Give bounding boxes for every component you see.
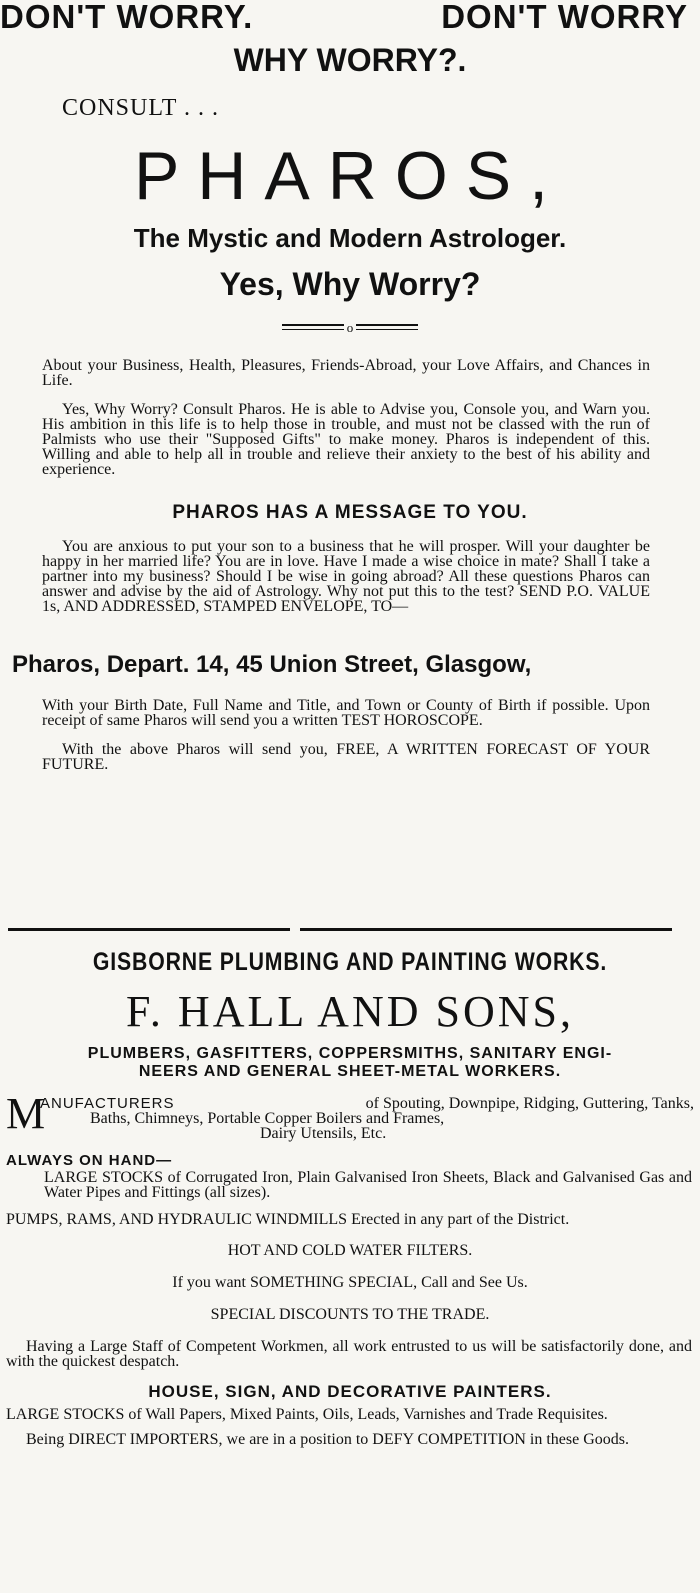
consult-line: CONSULT . . .	[62, 95, 220, 121]
something-special-line: If you want SOMETHING SPECIAL, Call and See Us.	[172, 1274, 528, 1291]
pharos-advertisement	[0, 0, 700, 772]
pumps-line: PUMPS, RAMS, AND HYDRAULIC WINDMILLS Erected in any part of the District.	[6, 1211, 570, 1228]
separator-rule-right	[300, 928, 672, 931]
pharos-para-5: With the above Pharos will send you, FREE, A WRITTEN FORECAST OF YOUR FUTURE.	[42, 741, 650, 773]
pharos-para-3: You are anxious to put your son to a business that he will prosper. Will your daughter be happy in her married life? You are in love. Have I made a wise choice in mate? Shall I take a partner into my business? Should I be wise in going abroad? All these questions Pharos can answer and advise by the aid of Astrology. Why not put this to the test?	[42, 538, 650, 600]
why-worry-heading: WHY WORRY?.	[233, 42, 467, 78]
hall-advertisement	[0, 946, 700, 1447]
pharos-para-1: About your Business, Health, Pleasures, Friends-Abroad, your Love Affairs, and Chances in Life.	[42, 357, 650, 389]
trades-line-1: PLUMBERS, GASFITTERS, COPPERSMITHS, SANITARY ENGI-	[87, 1045, 613, 1062]
manufacturers-heading: ANUFACTURERS	[40, 1095, 175, 1112]
painters-heading: HOUSE, SIGN, AND DECORATIVE PAINTERS.	[148, 1382, 552, 1401]
manufacturers-line-2: Baths, Chimneys, Portable Copper Boilers and Frames,	[90, 1110, 445, 1127]
pharos-send-instruction: SEND P.O. VALUE 1s, AND ADDRESSED, STAMPED ENVELOPE, TO—	[42, 583, 651, 615]
ornament-bar-left	[282, 324, 344, 330]
large-stocks-iron: LARGE STOCKS of Corrugated Iron, Plain Galvanised Iron Sheets, Black and Galvanised Gas and Water Pipes and Fittings (all sizes).	[44, 1169, 692, 1201]
water-filters-line: HOT AND COLD WATER FILTERS.	[227, 1242, 473, 1259]
direct-importers-para: Being DIRECT IMPORTERS, we are in a position to DEFY COMPETITION in these Goods.	[26, 1431, 630, 1448]
separator-rule-left	[8, 928, 290, 931]
pharos-address: Pharos, Depart. 14, 45 Union Street, Glasgow,	[12, 651, 532, 678]
manufacturers-text	[40, 1096, 694, 1141]
message-heading: PHAROS HAS A MESSAGE TO YOU.	[172, 502, 528, 523]
dont-worry-left: DON'T WORRY.	[0, 0, 254, 35]
pharos-para-4: With your Birth Date, Full Name and Title, and Town or County of Birth if possible. Upon receipt of same Pharos will send you a written TEST HOROSCOPE.	[42, 697, 650, 729]
dont-worry-right: DON'T WORRY	[441, 0, 688, 35]
pharos-para-2: Yes, Why Worry? Consult Pharos. He is able to Advise you, Console you, and Warn you. His ambition in this life is to help those in trouble, and must not be classed with the run of Palmists who use their "Supposed Gifts" to make money. Pharos is independent of this. Willing and able to help all in trouble and relieve their anxiety to the best of his ability and experience.	[42, 401, 650, 478]
drop-cap-m: M	[6, 1089, 46, 1138]
trades-line-2: NEERS AND GENERAL SHEET-METAL WORKERS.	[138, 1063, 562, 1080]
manufacturers-block	[0, 1089, 700, 1142]
large-staff-para: Having a Large Staff of Competent Workmen, all work entrusted to us will be satisfactorily done, and with the quickest despatch.	[6, 1338, 692, 1370]
yes-why-worry: Yes, Why Worry?	[219, 266, 481, 302]
ornament-bar-right	[356, 324, 418, 330]
works-title: GISBORNE PLUMBING AND PAINTING WORKS.	[92, 948, 608, 976]
manufacturers-line-3: Dairy Utensils, Etc.	[260, 1125, 387, 1142]
manufacturers-line-1: of Spouting, Downpipe, Ridging, Guttering, Tanks,	[365, 1095, 694, 1112]
wall-papers-para: LARGE STOCKS of Wall Papers, Mixed Paints, Oils, Leads, Varnishes and Trade Requisites.	[6, 1406, 608, 1423]
special-discounts-line: SPECIAL DISCOUNTS TO THE TRADE.	[210, 1306, 490, 1323]
pharos-tagline: The Mystic and Modern Astrologer.	[133, 223, 567, 253]
always-on-hand-block	[0, 1153, 700, 1200]
always-on-hand-heading: ALWAYS ON HAND—	[6, 1152, 173, 1169]
ornament-dot: o	[346, 319, 354, 335]
pharos-name: PHAROS,	[133, 138, 567, 214]
ornament-divider	[0, 320, 700, 334]
pharos-para-3-wrap	[0, 539, 700, 614]
dont-worry-header	[0, 0, 700, 34]
firm-name: F. HALL AND SONS,	[125, 987, 574, 1036]
